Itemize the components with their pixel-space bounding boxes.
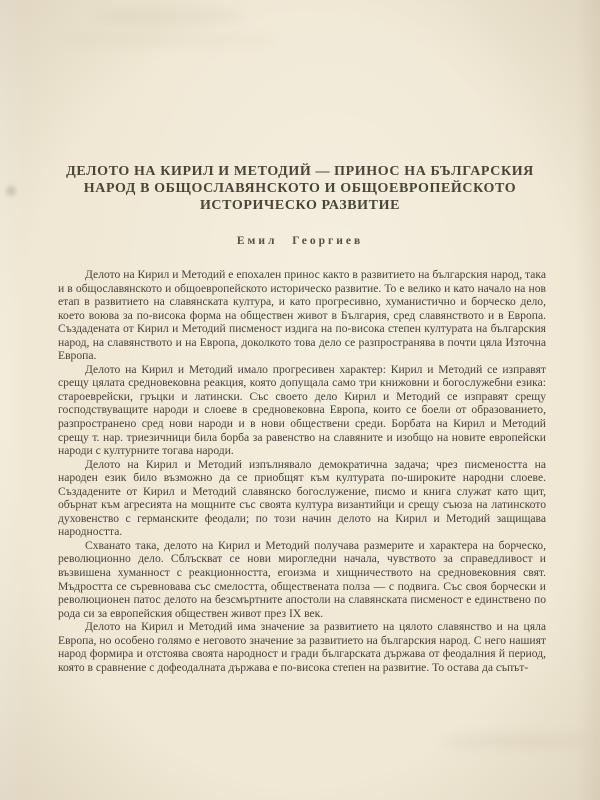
page-title: [40, 163, 560, 214]
scan-artifact: [440, 736, 590, 746]
paragraph: Делото на Кирил и Методий е епохален принос както в развитието на българския народ, така и в общославянското и общоевропейското историческо развитие. То е велико и като начало на нов етап в развитието на славянската култура, и като прогресивно, хуманистично и борческо дело, което воюва за по-висока форма на обществен живот в България, сред славянството и в Европа. Създадената от Кирил и Методий писменост издига на по-висока степен културата на българския народ, на славянството и на Европа, доколкото това дело се разпространява в почти цяла Източна Европа.: [58, 268, 546, 363]
paragraph: Схванато така, делото на Кирил и Методий получава размерите и характера на борческо, революционно дело. Сблъскват се нови мирогледни начала, чувството за справедливост и възвишена хуманност с реакционността, егоизма и хищничеството на средновековния свят. Мъдростта се съревновава със смелостта, обществената полза — с подвига. Със своя борчески и революционен патос делото на безсмъртните апостоли на славянската писменост е единствено по рода си за европейския обществен живот през IX век.: [58, 538, 546, 620]
article-body: [58, 268, 546, 674]
author-byline: Емил Георгиев: [236, 235, 364, 247]
paragraph: Делото на Кирил и Методий изпълнявало демократична задача; чрез писмеността на народен език било възможно да се приобщят към културата по-широките народни слоеве. Създадените от Кирил и Методий славянско богослужение, писмо и книга служат като щит, обърнат към агресията на мощните със своята култура византийци и срещу съюза на латинското духовенство с германските феодали; по този начин делото на Кирил и Методий защищава народността.: [58, 457, 546, 539]
paragraph: Делото на Кирил и Методий имало прогресивен характер: Кирил и Методий се изправят срещу цялата средновековна реакция, която допущала само три книжовни и богослужебни езика: староеврейски, гръцки и латински. Със своето дело Кирил и Методий се изправят срещу господствуващите народи и слоеве в средновековна Европа, които се боели от образованието, разпространено сред нови народи и в нови обществени среди. Борбата на Кирил и Методий срещу т. нар. триезичници била борба за равенство на славяните и изобщо на новите европейски народи с културните тогава народи.: [58, 362, 546, 458]
page-title-line: ДЕЛОТО НА КИРИЛ И МЕТОДИЙ — ПРИНОС НА БЪЛГАРСКИЯ: [66, 164, 534, 179]
page-title-line: НАРОД В ОБЩОСЛАВЯНСКОТО И ОБЩОЕВРОПЕЙСКОТО: [83, 181, 517, 196]
paragraph: Делото на Кирил и Методий има значение за развитието на цялото славянство и на цяла Европа, но особено голямо е неговото значение за развитието на българския народ. С него нашият народ формира и отстоява своята народност и гради българската държава от феодалния й период, която в сравнение с дофеодалната държава е по-висока степен на развитие. То остава да съпът-: [58, 620, 546, 674]
page-title-line: ИСТОРИЧЕСКО РАЗВИТИЕ: [199, 198, 401, 213]
